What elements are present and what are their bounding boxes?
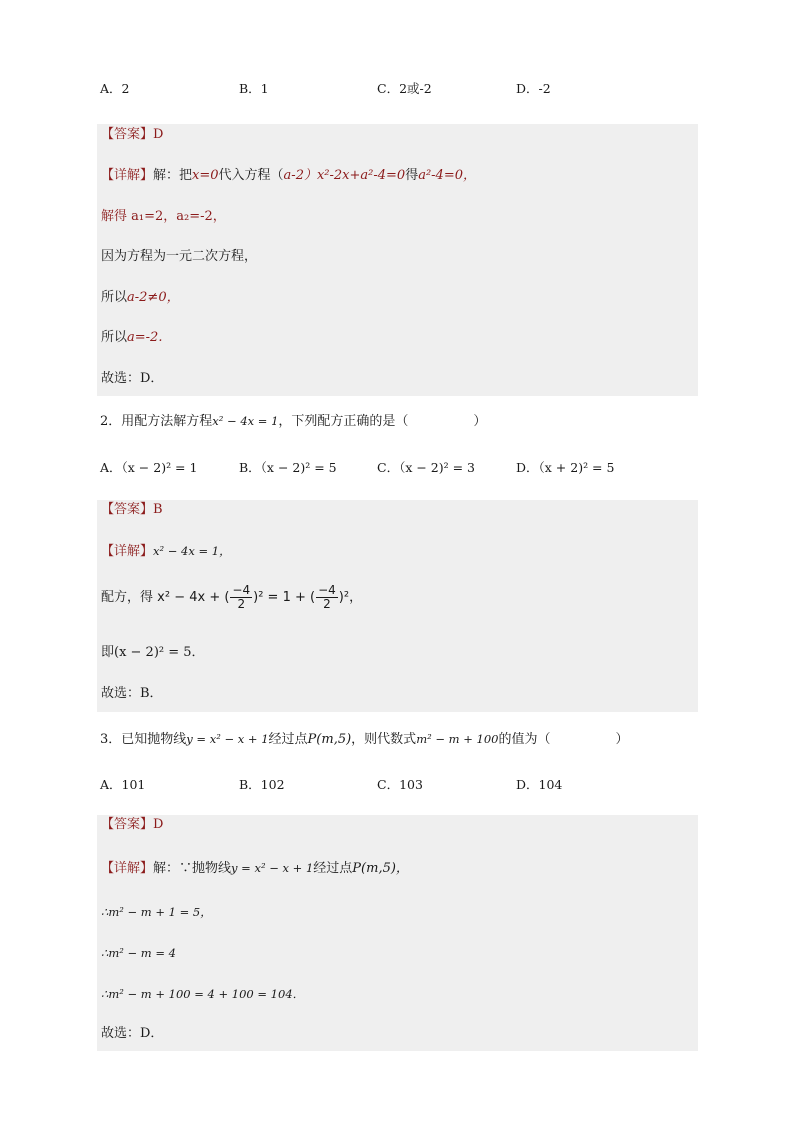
q3-option-d[interactable]: D．104 [516, 777, 563, 792]
q1-detail-line-6: 故选：D． [101, 371, 164, 386]
detail-math: a-2）x²-2x+a²-4=0 [283, 168, 406, 183]
q2-detail-line-4: 故选：B． [101, 686, 163, 701]
q2-detail-line-1 [101, 541, 231, 561]
detail-math: a²-4=0， [418, 168, 476, 183]
detail-text: 代入方程（ [218, 168, 284, 183]
fraction-denominator: 2 [237, 597, 246, 611]
answer-tag: 【答案】 [101, 502, 154, 517]
detail-tag: 【详解】 [101, 168, 154, 183]
q2-option-c[interactable]: C．（x − 2)² = 3 [377, 460, 475, 475]
q2-detail-line-2 [101, 580, 362, 616]
detail-tag: 【详解】 [101, 861, 154, 876]
q3-stem-text: 3．已知抛物线 [100, 732, 187, 747]
fraction-numerator: −4 [232, 583, 251, 597]
q2-option-d[interactable]: D．（x + 2)² = 5 [516, 460, 615, 475]
detail-math: P(m,5)， [352, 861, 409, 876]
detail-math: x² − 4x + ( [157, 590, 230, 605]
detail-math: x=0 [192, 168, 219, 183]
q3-answer-line [101, 815, 163, 835]
q1-detail-line-1 [101, 166, 476, 186]
q3-stem-text-mid2: ，则代数式 [351, 732, 417, 747]
q3-detail-line-3: ∴m² − m = 4 [101, 946, 176, 960]
q2-stem-text: 2．用配方法解方程 [100, 414, 213, 429]
q3-detail-line-5: 故选：D． [101, 1026, 164, 1041]
q3-stem-expression: m² − m + 100 [416, 732, 499, 746]
q3-option-c[interactable]: C．103 [377, 777, 423, 792]
detail-text: 配方，得 [101, 590, 154, 605]
q1-detail-line-2: 解得 a₁=2，a₂=-2， [101, 209, 226, 224]
detail-math: a-2≠0， [127, 290, 180, 305]
answer-value: D [153, 127, 164, 142]
q2-detail-line-3: 即(x − 2)² = 5． [101, 645, 205, 660]
answer-value: B [153, 502, 163, 517]
fraction [316, 584, 338, 611]
detail-math: )²， [338, 590, 363, 605]
answer-tag: 【答案】 [101, 127, 154, 142]
answer-value: D [153, 817, 164, 832]
q1-option-b[interactable]: B．1 [239, 81, 269, 96]
q3-option-b[interactable]: B．102 [239, 777, 285, 792]
q3-stem-text-post: 的值为（ ） [498, 732, 629, 747]
q2-option-a[interactable]: A．（x − 2)² = 1 [100, 460, 198, 475]
detail-text: 所以 [101, 290, 128, 305]
q1-answer-line [101, 125, 163, 145]
q2-answer-block [97, 500, 698, 712]
q1-detail-line-5 [101, 328, 162, 348]
detail-math: a=-2. [127, 330, 163, 345]
detail-tag: 【详解】 [101, 544, 154, 559]
detail-text: 解：∵抛物线 [153, 861, 232, 876]
q3-stem-point: P(m,5) [307, 732, 352, 747]
detail-text: 得 [405, 168, 419, 183]
q2-answer-line [101, 500, 163, 520]
detail-math: y = x² − x + 1 [231, 861, 314, 875]
q3-stem [100, 729, 628, 749]
q3-stem-text-mid: 经过点 [268, 732, 308, 747]
answer-tag: 【答案】 [101, 817, 154, 832]
q3-answer-block [97, 815, 698, 1051]
q1-detail-line-3: 因为方程为一元二次方程， [101, 249, 258, 264]
q3-option-a[interactable]: A．101 [100, 777, 146, 792]
detail-math: )² = 1 + ( [253, 590, 316, 605]
detail-text: 经过点 [313, 861, 353, 876]
q3-detail-line-2: ∴m² − m + 1 = 5， [101, 905, 212, 919]
q3-detail-line-1 [101, 858, 409, 878]
q2-stem-text-post: ，下列配方正确的是（ ） [278, 414, 487, 429]
q1-detail-line-4 [101, 288, 180, 308]
q1-option-c[interactable]: C．2或-2 [377, 81, 432, 96]
fraction [230, 584, 252, 611]
detail-text: 所以 [101, 330, 128, 345]
q2-option-b[interactable]: B．（x − 2)² = 5 [239, 460, 337, 475]
q1-option-d[interactable]: D．-2 [516, 81, 551, 96]
detail-text: 解：把 [153, 168, 193, 183]
fraction-numerator: −4 [318, 583, 336, 597]
q2-stem-equation: x² − 4x = 1 [212, 414, 279, 428]
fraction-denominator: 2 [323, 597, 331, 611]
detail-math: x² − 4x = 1， [153, 544, 231, 558]
q2-stem [100, 411, 486, 431]
q3-detail-line-4: ∴m² − m + 100 = 4 + 100 = 104． [101, 987, 305, 1001]
q3-stem-equation: y = x² − x + 1 [186, 732, 269, 746]
q1-answer-block [97, 124, 698, 396]
q1-option-a[interactable]: A．2 [100, 81, 130, 96]
